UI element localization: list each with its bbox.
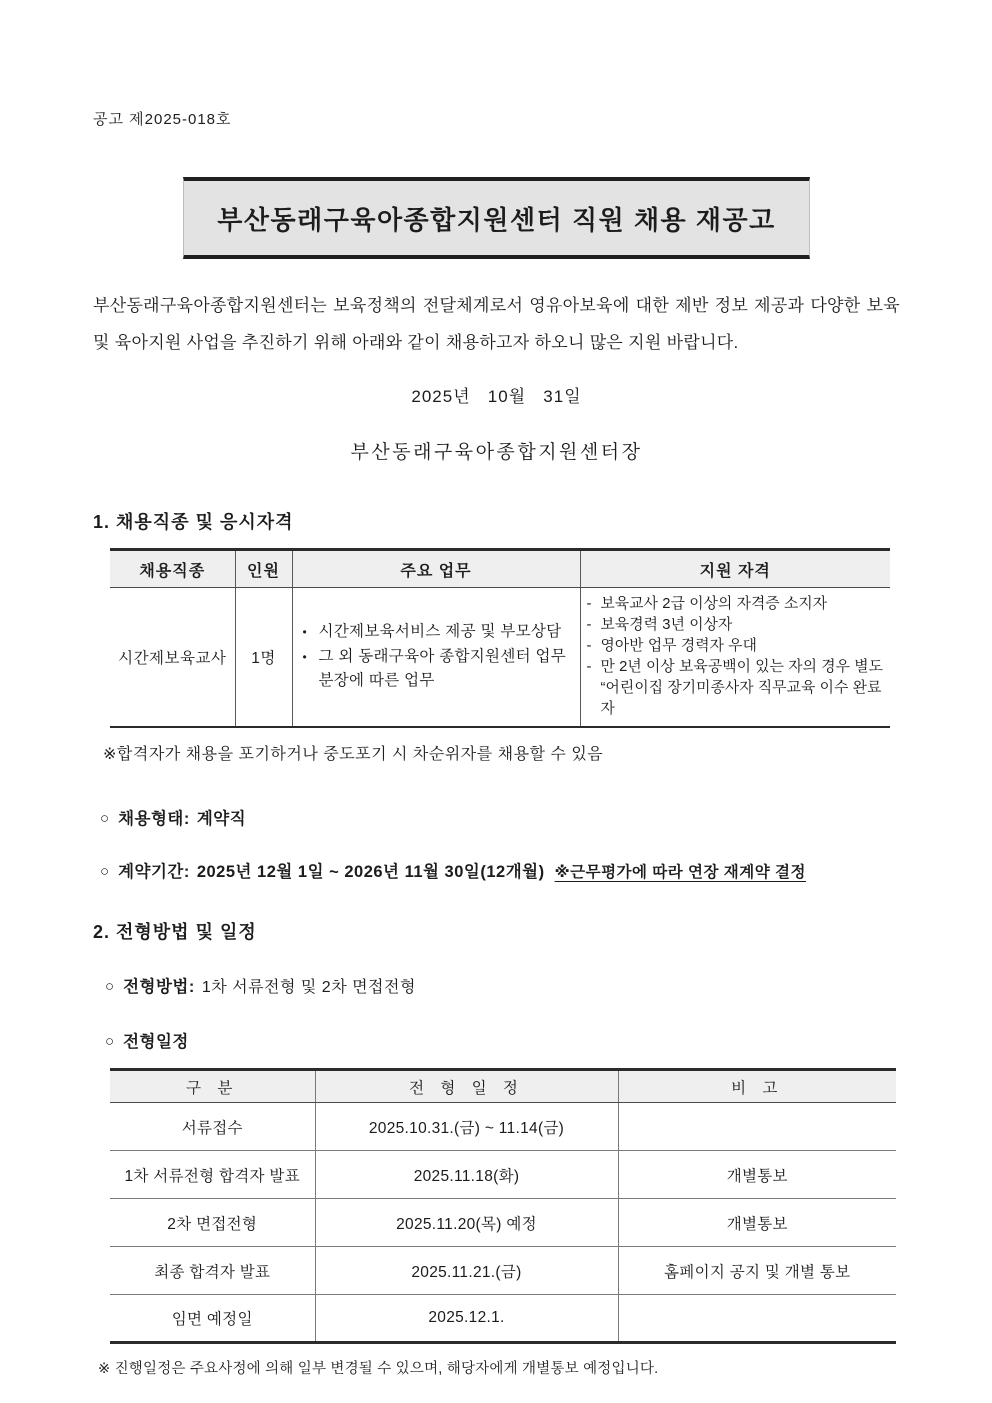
contract-period-value: 2025년 12월 1일 ~ 2026년 11월 30일(12개월) [196, 863, 545, 882]
schedule-label: 전형일정 [123, 1033, 189, 1052]
title-box [183, 177, 810, 259]
intro-paragraph: 부산동래구육아종합지원센터는 보육정책의 전달체계로서 영유아보육에 대한 제반 정보 제공과 다양한 보육 및 육아지원 사업을 추진하기 위해 아래와 같이 채용하고자 하오니 많은 지원 바랍니다. [93, 296, 900, 352]
dash-icon: - [586, 596, 592, 613]
schedule-cell-category: 최종 합격자 발표 [110, 1247, 315, 1295]
schedule-cell-date: 2025.11.18(화) [315, 1151, 618, 1199]
page-title: 부산동래구육아종합지원센터 직원 채용 재공고 [217, 205, 776, 235]
duty-item [303, 645, 576, 695]
job-table-header-qualifications: 지원 자격 [580, 550, 890, 588]
schedule-cell-category: 임면 예정일 [110, 1295, 315, 1343]
qualification-text: 영아반 업무 경력자 우대 [600, 638, 758, 655]
method-value: 1차 서류전형 및 2차 면접전형 [201, 979, 416, 997]
schedule-cell-remark [618, 1103, 896, 1151]
schedule-line [105, 1028, 900, 1052]
signature-line: 부산동래구육아종합지원센터장 [350, 442, 643, 464]
qualification-text: 보육교사 2급 이상의 자격증 소지자 [600, 596, 828, 613]
notice-number: 공고 제2025-018호 [93, 111, 232, 128]
schedule-cell-remark [618, 1295, 896, 1343]
qualification-text: 만 2년 이상 보육공백이 있는 자의 경우 별도 “어린이집 장기미종사자 직무교육 이수 완료자 [600, 659, 884, 718]
qualification-item [587, 636, 889, 657]
method-line [105, 973, 900, 997]
job-table-header-row [110, 550, 890, 588]
duty-item [303, 620, 576, 645]
qualification-text: 보육경력 3년 이상자 [600, 617, 733, 634]
schedule-cell-category: 서류접수 [181, 1119, 243, 1137]
schedule-row [110, 1151, 896, 1199]
schedule-row [110, 1199, 896, 1247]
section1-heading: 1. 채용직종 및 응시자격 [93, 512, 294, 533]
job-table-header-duties: 주요 업무 [292, 550, 580, 588]
qualification-item [587, 615, 889, 636]
schedule-table [110, 1068, 896, 1344]
employment-type-line [100, 805, 900, 829]
schedule-cell-category: 2차 면접전형 [110, 1199, 315, 1247]
circle-marker-icon: ○ [100, 810, 110, 828]
contract-period-note: ※근무평가에 따라 연장 재계약 결정 [554, 864, 806, 882]
schedule-footnote: ※ 진행일정은 주요사정에 의해 일부 변경될 수 있으며, 해당자에게 개별통보 예정입니다. [98, 1361, 659, 1378]
schedule-cell-date: 2025.12.1. [315, 1295, 618, 1343]
schedule-row [110, 1295, 896, 1343]
employment-type-value: 계약직 [196, 810, 247, 829]
schedule-cell-date: 2025.11.20(목) 예정 [315, 1199, 618, 1247]
job-duties-cell [292, 588, 580, 728]
schedule-cell-remark: 개별통보 [618, 1151, 896, 1199]
employment-type-label: 채용형태: [118, 810, 190, 829]
duty-text: 그 외 동래구육아 종합지원센터 업무 분장에 따른 업무 [318, 647, 567, 690]
dash-icon: - [586, 638, 592, 655]
schedule-cell-remark: 홈페이지 공지 및 개별 통보 [618, 1247, 896, 1295]
dash-icon: - [586, 617, 592, 634]
job-qualifications-cell [580, 588, 890, 728]
job-table-header-count: 인원 [235, 550, 292, 588]
schedule-header-row [110, 1070, 896, 1103]
job-table [110, 548, 890, 728]
circle-marker-icon: ○ [100, 863, 110, 881]
schedule-cell-date: 2025.11.21.(금) [315, 1247, 618, 1295]
schedule-header-category: 구 분 [110, 1070, 315, 1103]
qualification-item [587, 657, 889, 720]
duty-text: 시간제보육서비스 제공 및 부모상담 [318, 622, 562, 640]
bullet-icon: • [302, 649, 308, 664]
job-table-header-job: 채용직종 [110, 550, 235, 588]
dash-icon: - [586, 659, 592, 676]
bullet-icon: • [302, 624, 308, 639]
method-label: 전형방법: [123, 978, 195, 997]
schedule-header-remark: 비 고 [618, 1070, 896, 1103]
qualification-item [587, 594, 889, 615]
circle-marker-icon: ○ [105, 978, 115, 996]
contract-period-label: 계약기간: [118, 863, 190, 882]
section2-heading: 2. 전형방법 및 일정 [93, 922, 257, 943]
schedule-header-date: 전 형 일 정 [315, 1070, 618, 1103]
schedule-cell-category: 1차 서류전형 합격자 발표 [110, 1151, 315, 1199]
job-table-row [110, 588, 890, 728]
job-title-cell: 시간제보육교사 [118, 650, 227, 668]
schedule-cell-remark: 개별통보 [618, 1199, 896, 1247]
job-count-cell: 1명 [235, 588, 292, 728]
schedule-row [110, 1247, 896, 1295]
job-table-note: ※합격자가 채용을 포기하거나 중도포기 시 차순위자를 채용할 수 있음 [103, 746, 604, 764]
schedule-row [110, 1103, 896, 1151]
document-date: 2025년 10월 31일 [411, 387, 582, 407]
contract-period-line [100, 858, 900, 882]
schedule-cell-date: 2025.10.31.(금) ~ 11.14(금) [315, 1103, 618, 1151]
circle-marker-icon: ○ [105, 1033, 115, 1051]
